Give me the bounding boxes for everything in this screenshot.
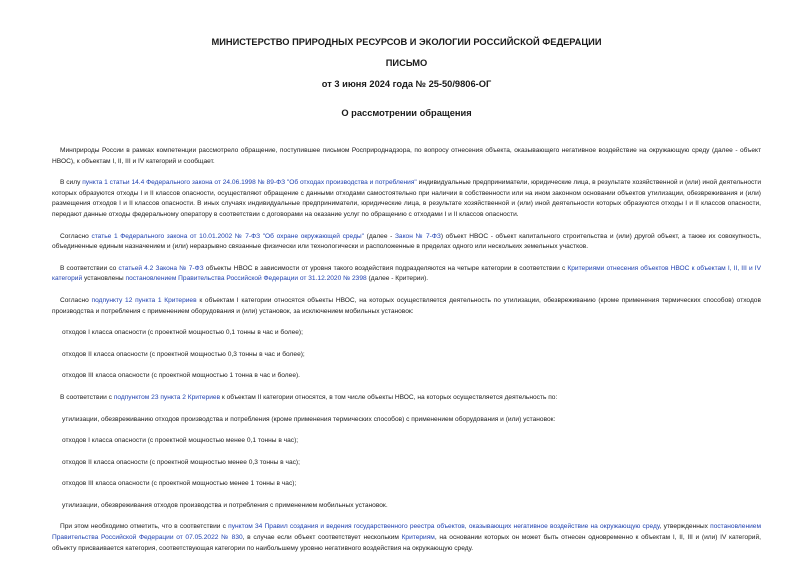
list-item bbox=[52, 371, 761, 382]
reference-link[interactable]: пунктом 34 Правил создания и ведения государственного реестра объектов, оказывающих негативное воздействие на окружающую среду bbox=[228, 523, 660, 531]
list-item bbox=[52, 350, 761, 361]
paragraph-text: , утвержденных bbox=[659, 523, 711, 531]
paragraph-text: (далее - bbox=[364, 232, 395, 240]
paragraph-text: В соответствии со bbox=[60, 264, 119, 272]
paragraph-text: В силу bbox=[60, 179, 83, 187]
ministry-heading: МИНИСТЕРСТВО ПРИРОДНЫХ РЕСУРСОВ И ЭКОЛОГИИ РОССИЙСКОЙ ФЕДЕРАЦИИ bbox=[211, 37, 602, 47]
subject-heading: О рассмотрении обращения bbox=[341, 108, 472, 118]
list-item bbox=[52, 328, 761, 339]
paragraph-text: индивидуальные предприниматели, юридические лица, в результате хозяйственной и (или) иной деятельности которых образуются отходы I и II классов опасности, осуществляют обращение с данными отходами самостоятельно при наличии в собственности или на ином законном основании объектов утилизации, обезвреживания и (или) размещения отходов I и II классов опасности. В иных случаях индивидуальные предприниматели, юридические лица, в результате хозяйственной и (или) иной деятельности которых образуются отходы I и II классов опасности, передают данные отходы федеральному оператору в соответствии с договорами на оказание услуг по обращению с отходами I и II классов опасности. bbox=[52, 179, 761, 218]
reference-link[interactable]: Критериями отнесения объектов НВОС к объектам I, II, III и IV категорий bbox=[52, 264, 762, 283]
paragraph-text: отходов I класса опасности (с проектной мощностью 0,1 тонны в час и более); bbox=[62, 329, 303, 337]
reference-link[interactable]: постановлением Правительства Российской Федерации от 31.12.2020 № 2398 bbox=[125, 275, 367, 283]
paragraph-text: отходов II класса опасности (с проектной мощностью менее 0,3 тонны в час); bbox=[62, 458, 300, 466]
reference-link[interactable]: подпунктом 23 пункта 2 Критериев bbox=[113, 393, 221, 401]
paragraph-text: , на основании которых он может быть отнесен одновременно к объектам I, II, III и (или) IV категорий, объекту присваивается категория, соответствующая категории по наибольшему уровню негативного воздействия на окружающую среду. bbox=[52, 534, 761, 552]
list-item bbox=[52, 415, 761, 426]
reference-link[interactable]: статьей 4.2 Закона № 7-ФЗ bbox=[118, 264, 204, 272]
paragraph-text: утилизации, обезвреживания отходов производства и потребления с применением мобильных установок. bbox=[62, 501, 388, 509]
paragraph-text: Минприроды России в рамках компетенции рассмотрело обращение, поступившее письмом Росприроднадзора, по вопросу отнесения объекта, оказывающего негативное воздействие на окружающую среду (далее - объект НВОС), к объектам I, II, III и IV категорий и сообщает. bbox=[52, 147, 761, 165]
reference-link[interactable]: пункта 1 статьи 14.4 Федерального закона от 24.06.1998 № 89-ФЗ "Об отходах производства и потребления" bbox=[82, 179, 417, 187]
paragraph-text: ) объект НВОС - объект капитального строительства и (или) другой объект, а также их совокупность, объединенные единым назначением и (или) неразрывно связанные физически или технологически и расположенные в пределах одного или нескольких земельных участков. bbox=[52, 232, 761, 251]
paragraph bbox=[52, 232, 761, 253]
document-body bbox=[52, 146, 761, 554]
paragraph-text: В соответствии с bbox=[60, 393, 114, 401]
paragraph bbox=[52, 146, 761, 167]
reference-link[interactable]: постановлением Правительства Российской Федерации от 07.05.2022 № 830 bbox=[52, 523, 761, 542]
paragraph-text: , в случае если объект соответствует нескольким bbox=[242, 534, 402, 542]
paragraph bbox=[52, 264, 761, 285]
reference-link[interactable]: Закон № 7-ФЗ bbox=[394, 232, 441, 240]
list-item bbox=[52, 458, 761, 469]
document-type-heading: ПИСЬМО bbox=[385, 58, 428, 68]
reference-link[interactable]: статье 1 Федерального закона от 10.01.2002 № 7-ФЗ "Об охране окружающей среды" bbox=[91, 232, 364, 240]
paragraph-text: объекты НВОС в зависимости от уровня такого воздействия подразделяются на четыре категории в соответствии с bbox=[203, 264, 568, 272]
paragraph bbox=[52, 178, 761, 220]
paragraph-text: отходов III класса опасности (с проектной мощностью 1 тонна в час и более). bbox=[62, 372, 301, 380]
paragraph-text: При этом необходимо отметить, что в соответствии с bbox=[60, 523, 229, 531]
paragraph-text: отходов III класса опасности (с проектной мощностью менее 1 тонны в час); bbox=[62, 480, 297, 488]
paragraph-text: установлены bbox=[82, 275, 126, 283]
paragraph bbox=[52, 393, 761, 404]
paragraph-text: (далее - Критерии). bbox=[366, 275, 429, 283]
paragraph-text: к объектам I категории относятся объекты НВОС, на которых осуществляется деятельность по утилизации, обезвреживанию (кроме применения термических способов) отходов производства и потребления с применением оборудования и (или) установок, за исключением мобильных установок: bbox=[52, 296, 761, 315]
paragraph bbox=[52, 522, 761, 554]
paragraph-text: Согласно bbox=[60, 296, 92, 304]
list-item bbox=[52, 501, 761, 512]
list-item bbox=[52, 436, 761, 447]
paragraph-text: утилизации, обезвреживанию отходов производства и потребления (кроме применения термических способов) с применением оборудования и (или) установок: bbox=[62, 415, 556, 423]
reference-link[interactable]: Критериям bbox=[401, 534, 435, 542]
list-item bbox=[52, 479, 761, 490]
date-number-heading: от 3 июня 2024 года № 25-50/9806-ОГ bbox=[321, 79, 492, 89]
paragraph bbox=[52, 296, 761, 317]
paragraph-text: отходов II класса опасности (с проектной мощностью 0,3 тонны в час и более); bbox=[62, 350, 305, 358]
paragraph-text: Согласно bbox=[60, 232, 92, 240]
reference-link[interactable]: подпункту 12 пункта 1 Критериев bbox=[91, 296, 197, 304]
paragraph-text: к объектам II категории относятся, в том числе объекты НВОС, на которых осуществляется деятельность по: bbox=[220, 393, 558, 401]
paragraph-text: отходов I класса опасности (с проектной мощностью менее 0,1 тонны в час); bbox=[62, 437, 299, 445]
